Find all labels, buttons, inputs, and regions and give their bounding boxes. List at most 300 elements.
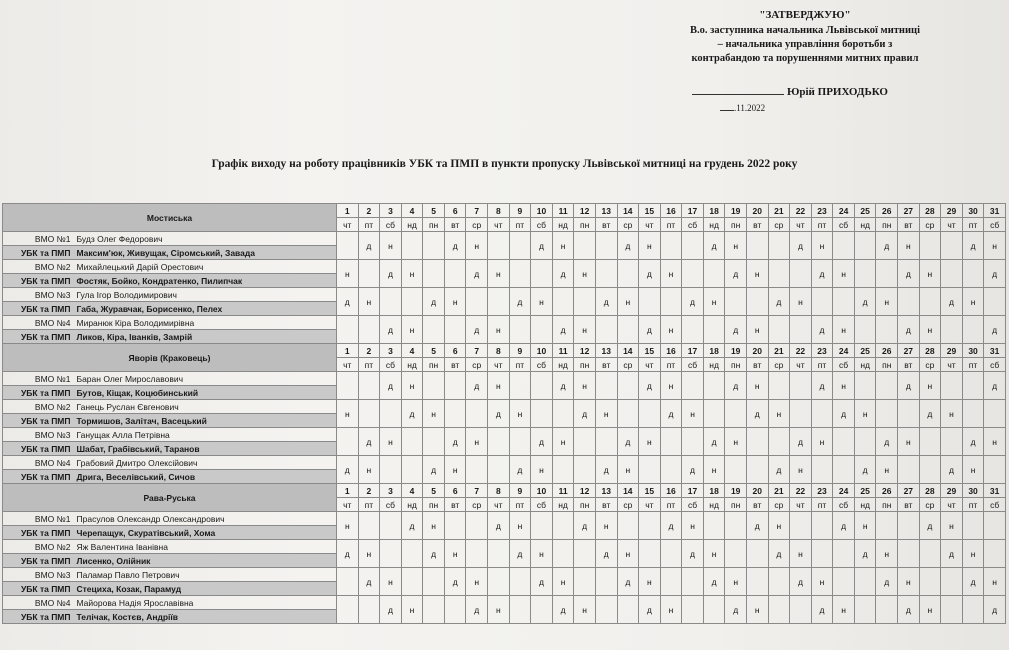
day-number: 11 <box>552 204 574 218</box>
shift-cell <box>746 456 768 484</box>
shift-cell: д <box>509 288 531 316</box>
day-number: 23 <box>811 204 833 218</box>
day-number: 21 <box>768 204 790 218</box>
team-leader-row <box>3 372 1006 386</box>
shift-cell <box>833 428 855 456</box>
shift-cell <box>552 540 574 568</box>
shift-cell: н <box>574 316 596 344</box>
ubk-label: УБК та ПМП <box>3 274 75 288</box>
weekday-label: пт <box>358 218 380 232</box>
shift-cell <box>380 288 402 316</box>
ubk-label: УБК та ПМП <box>3 554 75 568</box>
weekday-label: вт <box>444 498 466 512</box>
weekday-label: пн <box>574 358 596 372</box>
weekday-label: пн <box>423 218 445 232</box>
location-name: Яворів (Краковець) <box>3 344 337 372</box>
shift-cell <box>962 596 984 624</box>
shift-cell: д <box>639 316 661 344</box>
shift-cell <box>509 260 531 288</box>
members-names: Тормишов, Залітач, Васецький <box>75 414 337 428</box>
shift-cell: н <box>574 372 596 400</box>
day-number: 24 <box>833 484 855 498</box>
shift-cell <box>876 400 898 428</box>
shift-cell <box>919 568 941 596</box>
day-number: 12 <box>574 484 596 498</box>
weekday-label: чт <box>941 358 963 372</box>
shift-cell <box>854 428 876 456</box>
day-number: 2 <box>358 484 380 498</box>
members-names: Бутов, Кіщак, Коцюбинський <box>75 386 337 400</box>
weekday-label: сб <box>380 218 402 232</box>
shift-cell <box>466 456 488 484</box>
shift-cell: д <box>617 232 639 260</box>
shift-cell: н <box>984 428 1006 456</box>
shift-cell <box>725 400 747 428</box>
shift-cell: н <box>833 372 855 400</box>
shift-cell <box>488 288 510 316</box>
shift-cell <box>380 456 402 484</box>
shift-cell: н <box>531 540 553 568</box>
shift-cell <box>466 512 488 540</box>
shift-cell: д <box>466 372 488 400</box>
shift-cell: д <box>358 428 380 456</box>
shift-cell: н <box>488 372 510 400</box>
shift-cell <box>531 260 553 288</box>
shift-cell <box>423 232 445 260</box>
day-number: 1 <box>337 204 359 218</box>
shift-cell: д <box>444 428 466 456</box>
day-number: 4 <box>401 344 423 358</box>
weekday-label: нд <box>703 358 725 372</box>
weekday-label: сб <box>984 218 1006 232</box>
shift-cell: д <box>444 568 466 596</box>
shift-cell <box>703 260 725 288</box>
shift-cell: н <box>401 596 423 624</box>
weekday-label: пн <box>725 498 747 512</box>
shift-cell <box>337 372 359 400</box>
weekday-label: пт <box>811 498 833 512</box>
shift-cell: д <box>898 596 920 624</box>
shift-cell: д <box>660 400 682 428</box>
weekday-label: ср <box>768 218 790 232</box>
shift-cell: н <box>401 372 423 400</box>
weekday-label: чт <box>639 498 661 512</box>
shift-cell: н <box>337 260 359 288</box>
day-number: 29 <box>941 484 963 498</box>
shift-cell: д <box>898 372 920 400</box>
day-number: 25 <box>854 344 876 358</box>
shift-cell: н <box>552 568 574 596</box>
shift-cell: н <box>337 400 359 428</box>
shift-cell <box>617 260 639 288</box>
weekday-label: нд <box>401 498 423 512</box>
team-leader-row <box>3 512 1006 526</box>
shift-cell <box>380 512 402 540</box>
shift-cell: д <box>746 512 768 540</box>
day-number: 29 <box>941 344 963 358</box>
vmo-label: ВМО №1 <box>3 512 75 526</box>
day-number: 1 <box>337 344 359 358</box>
shift-cell <box>639 512 661 540</box>
weekday-label: вт <box>746 218 768 232</box>
day-number: 31 <box>984 484 1006 498</box>
vmo-label: ВМО №3 <box>3 568 75 582</box>
shift-cell <box>898 540 920 568</box>
shift-cell: н <box>703 288 725 316</box>
shift-cell <box>358 400 380 428</box>
weekday-label: пт <box>509 498 531 512</box>
weekday-label: ср <box>919 498 941 512</box>
shift-cell <box>962 316 984 344</box>
shift-cell <box>617 372 639 400</box>
team-leader-row <box>3 540 1006 554</box>
shift-cell <box>876 512 898 540</box>
shift-cell <box>768 372 790 400</box>
shift-cell: д <box>574 512 596 540</box>
shift-cell <box>768 260 790 288</box>
shift-cell: д <box>811 316 833 344</box>
day-number: 22 <box>790 204 812 218</box>
shift-cell <box>358 372 380 400</box>
shift-cell <box>423 316 445 344</box>
shift-cell: н <box>466 232 488 260</box>
shift-cell: н <box>962 288 984 316</box>
shift-cell <box>337 428 359 456</box>
weekday-label: пт <box>962 218 984 232</box>
day-number: 10 <box>531 484 553 498</box>
weekday-label: пн <box>423 498 445 512</box>
weekday-label: чт <box>488 218 510 232</box>
day-number: 2 <box>358 344 380 358</box>
shift-cell <box>423 260 445 288</box>
day-number: 4 <box>401 204 423 218</box>
shift-cell: д <box>725 316 747 344</box>
vmo-label: ВМО №2 <box>3 400 75 414</box>
shift-cell <box>941 372 963 400</box>
shift-cell: д <box>962 568 984 596</box>
shift-cell: д <box>898 260 920 288</box>
shift-cell <box>703 400 725 428</box>
day-number: 9 <box>509 344 531 358</box>
weekday-label: вт <box>595 358 617 372</box>
day-number: 15 <box>639 344 661 358</box>
shift-cell <box>639 400 661 428</box>
weekday-label: нд <box>552 498 574 512</box>
shift-cell <box>833 232 855 260</box>
weekday-label: вт <box>898 218 920 232</box>
day-number: 26 <box>876 344 898 358</box>
shift-cell: д <box>962 232 984 260</box>
weekday-label: ср <box>466 218 488 232</box>
shift-cell <box>919 456 941 484</box>
shift-cell: н <box>358 540 380 568</box>
team-leader-row <box>3 260 1006 274</box>
shift-cell: н <box>509 512 531 540</box>
shift-cell <box>833 288 855 316</box>
shift-cell <box>466 400 488 428</box>
weekday-label: вт <box>444 218 466 232</box>
shift-cell: д <box>574 400 596 428</box>
shift-cell: н <box>531 288 553 316</box>
day-number: 9 <box>509 204 531 218</box>
day-number: 2 <box>358 204 380 218</box>
members-names: Шабат, Грабівський, Таранов <box>75 442 337 456</box>
day-number: 14 <box>617 484 639 498</box>
shift-cell <box>811 456 833 484</box>
shift-cell: н <box>488 316 510 344</box>
day-number: 10 <box>531 344 553 358</box>
ubk-label: УБК та ПМП <box>3 302 75 316</box>
shift-cell: д <box>703 232 725 260</box>
shift-cell <box>444 400 466 428</box>
shift-cell: н <box>552 232 574 260</box>
ubk-label: УБК та ПМП <box>3 386 75 400</box>
shift-cell: н <box>746 260 768 288</box>
shift-cell: д <box>660 512 682 540</box>
weekday-label: вт <box>595 218 617 232</box>
team-leader-row <box>3 568 1006 582</box>
shift-cell: д <box>423 456 445 484</box>
shift-cell <box>682 232 704 260</box>
shift-cell <box>746 288 768 316</box>
shift-cell: н <box>746 596 768 624</box>
date-blank-line <box>720 110 734 111</box>
day-number: 27 <box>898 204 920 218</box>
shift-cell <box>531 372 553 400</box>
shift-cell: д <box>768 288 790 316</box>
shift-cell: н <box>617 456 639 484</box>
weekday-label: вт <box>595 498 617 512</box>
document-title: Графік виходу на роботу працівників УБК та ПМП в пункти пропуску Львівської митниці на грудень 2022 року <box>211 158 798 170</box>
shift-cell: д <box>854 540 876 568</box>
shift-cell: д <box>768 456 790 484</box>
weekday-label: пн <box>574 498 596 512</box>
shift-cell <box>617 400 639 428</box>
shift-cell <box>790 400 812 428</box>
weekday-label: пт <box>811 218 833 232</box>
day-number: 26 <box>876 204 898 218</box>
shift-cell: н <box>488 260 510 288</box>
shift-cell: н <box>337 512 359 540</box>
shift-cell <box>358 512 380 540</box>
shift-cell <box>660 456 682 484</box>
shift-cell: н <box>833 260 855 288</box>
section-header-row <box>3 204 1006 218</box>
day-number: 16 <box>660 344 682 358</box>
weekday-label: пт <box>509 358 531 372</box>
day-number: 5 <box>423 344 445 358</box>
shift-cell: н <box>790 288 812 316</box>
weekday-label: пт <box>509 218 531 232</box>
members-names: Черепащук, Скуратівський, Хома <box>75 526 337 540</box>
weekday-label: сб <box>682 498 704 512</box>
shift-cell <box>595 596 617 624</box>
day-number: 18 <box>703 344 725 358</box>
signature-line <box>692 94 784 95</box>
shift-cell: н <box>509 400 531 428</box>
shift-cell <box>790 316 812 344</box>
shift-cell: н <box>617 288 639 316</box>
weekday-label: сб <box>531 218 553 232</box>
shift-cell: д <box>617 428 639 456</box>
shift-cell <box>595 428 617 456</box>
day-number: 8 <box>488 344 510 358</box>
weekday-label: сб <box>380 498 402 512</box>
day-number: 6 <box>444 484 466 498</box>
shift-cell <box>854 372 876 400</box>
shift-cell <box>509 568 531 596</box>
shift-cell: н <box>595 400 617 428</box>
shift-cell <box>984 456 1006 484</box>
shift-cell: н <box>811 568 833 596</box>
shift-cell <box>768 428 790 456</box>
shift-cell <box>466 540 488 568</box>
shift-cell <box>531 400 553 428</box>
members-names: Телічак, Костєв, Андріїв <box>75 610 337 624</box>
shift-cell: д <box>746 400 768 428</box>
shift-cell <box>898 400 920 428</box>
shift-cell: д <box>682 288 704 316</box>
shift-cell: д <box>595 288 617 316</box>
shift-cell <box>854 316 876 344</box>
weekday-label: сб <box>531 498 553 512</box>
shift-cell <box>682 260 704 288</box>
weekday-label: ср <box>919 218 941 232</box>
leader-name: Михайлецький Дарій Орестович <box>75 260 337 274</box>
shift-cell: н <box>703 540 725 568</box>
shift-cell <box>962 512 984 540</box>
shift-cell <box>639 456 661 484</box>
day-number: 16 <box>660 484 682 498</box>
shift-cell <box>639 540 661 568</box>
shift-cell: д <box>790 232 812 260</box>
shift-cell <box>401 540 423 568</box>
vmo-label: ВМО №4 <box>3 596 75 610</box>
shift-cell: н <box>746 372 768 400</box>
shift-cell <box>682 568 704 596</box>
shift-cell: н <box>444 456 466 484</box>
shift-cell: н <box>898 428 920 456</box>
leader-name: Майорова Надія Ярославівна <box>75 596 337 610</box>
ubk-label: УБК та ПМП <box>3 246 75 260</box>
leader-name: Ганець Руслан Євгенович <box>75 400 337 414</box>
shift-cell: н <box>682 512 704 540</box>
shift-cell: д <box>466 596 488 624</box>
day-number: 7 <box>466 204 488 218</box>
shift-cell <box>358 596 380 624</box>
shift-cell: д <box>639 596 661 624</box>
shift-cell: д <box>380 372 402 400</box>
shift-cell <box>401 288 423 316</box>
shift-cell <box>962 372 984 400</box>
shift-cell <box>574 568 596 596</box>
day-number: 25 <box>854 484 876 498</box>
shift-cell: д <box>682 456 704 484</box>
shift-cell: д <box>725 372 747 400</box>
shift-cell: д <box>488 400 510 428</box>
shift-cell <box>660 540 682 568</box>
members-names: Лисенко, Олійник <box>75 554 337 568</box>
leader-name: Яж Валентина Іванівна <box>75 540 337 554</box>
weekday-label: ср <box>617 498 639 512</box>
shift-cell <box>423 372 445 400</box>
shift-cell <box>876 316 898 344</box>
day-number: 27 <box>898 484 920 498</box>
shift-cell: д <box>466 316 488 344</box>
shift-cell: д <box>833 400 855 428</box>
shift-cell <box>337 232 359 260</box>
day-number: 25 <box>854 204 876 218</box>
shift-cell <box>746 428 768 456</box>
weekday-label: нд <box>854 498 876 512</box>
weekday-label: чт <box>790 358 812 372</box>
location-name: Мостиська <box>3 204 337 232</box>
shift-cell <box>790 596 812 624</box>
shift-cell <box>919 428 941 456</box>
shift-cell: д <box>790 568 812 596</box>
shift-cell <box>919 232 941 260</box>
day-number: 19 <box>725 204 747 218</box>
weekday-label: пн <box>876 218 898 232</box>
shift-cell <box>380 400 402 428</box>
shift-cell: н <box>919 596 941 624</box>
shift-cell: д <box>337 540 359 568</box>
shift-cell: н <box>401 316 423 344</box>
ubk-label: УБК та ПМП <box>3 414 75 428</box>
shift-cell: н <box>898 232 920 260</box>
shift-cell: н <box>401 260 423 288</box>
shift-cell: д <box>919 512 941 540</box>
day-number: 9 <box>509 484 531 498</box>
shift-cell <box>898 288 920 316</box>
shift-cell <box>337 596 359 624</box>
weekday-label: пт <box>962 498 984 512</box>
shift-cell: д <box>725 596 747 624</box>
weekday-label: ср <box>466 358 488 372</box>
weekday-label: нд <box>401 218 423 232</box>
day-number: 11 <box>552 344 574 358</box>
shift-cell <box>509 232 531 260</box>
schedule-table <box>2 203 1006 624</box>
shift-cell: н <box>703 456 725 484</box>
shift-cell: д <box>725 260 747 288</box>
shift-cell <box>488 456 510 484</box>
day-number: 3 <box>380 204 402 218</box>
leader-name: Миранюк Кіра Володимирівна <box>75 316 337 330</box>
weekday-label: сб <box>833 358 855 372</box>
shift-cell <box>358 316 380 344</box>
shift-cell <box>595 372 617 400</box>
shift-cell: д <box>617 568 639 596</box>
shift-cell: н <box>768 512 790 540</box>
shift-cell <box>898 456 920 484</box>
shift-cell: н <box>833 596 855 624</box>
shift-cell: д <box>941 540 963 568</box>
day-number: 26 <box>876 484 898 498</box>
shift-cell <box>703 596 725 624</box>
shift-cell: н <box>725 232 747 260</box>
day-number: 18 <box>703 204 725 218</box>
weekday-label: чт <box>639 358 661 372</box>
shift-cell <box>941 316 963 344</box>
shift-cell: н <box>358 288 380 316</box>
shift-cell: н <box>660 260 682 288</box>
weekday-label: пт <box>660 218 682 232</box>
weekday-label: нд <box>854 218 876 232</box>
weekday-label: нд <box>703 218 725 232</box>
shift-cell: н <box>984 568 1006 596</box>
leader-name: Паламар Павло Петрович <box>75 568 337 582</box>
